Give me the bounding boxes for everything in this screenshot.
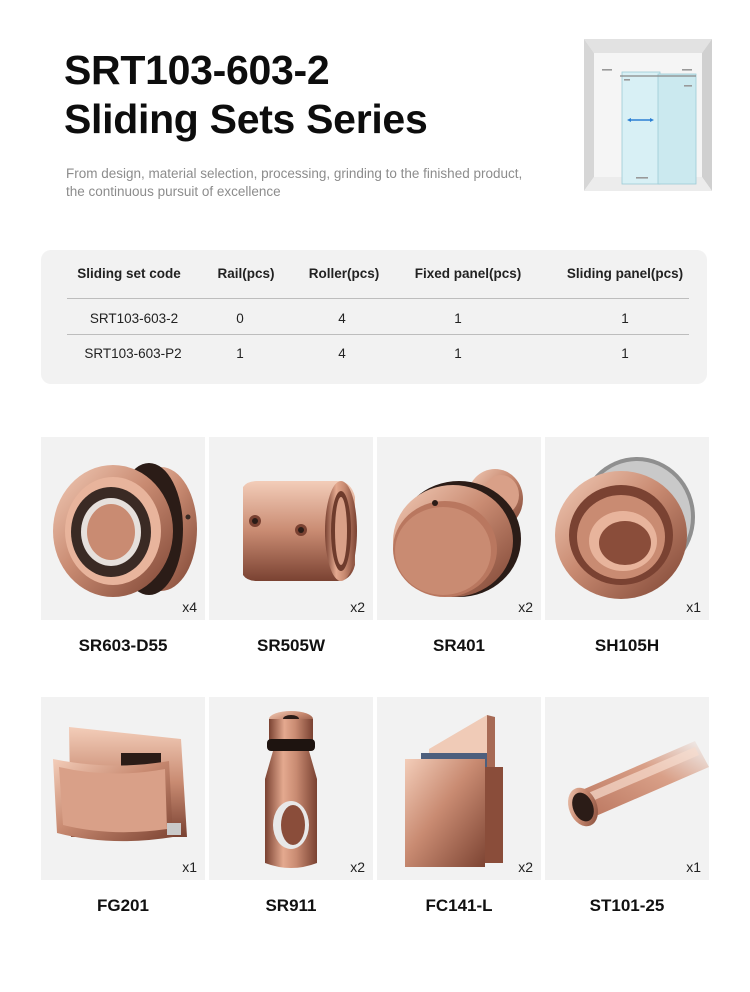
- quantity-badge: x2: [518, 599, 533, 615]
- product-name: FG201: [97, 896, 149, 915]
- table-cell: 4: [338, 346, 346, 361]
- product-name: FC141-L: [425, 896, 493, 915]
- table-cell: SRT103-603-P2: [84, 346, 182, 361]
- sliding-set-table: [41, 250, 707, 384]
- product-name: SR911: [265, 896, 317, 915]
- table-divider: [67, 298, 689, 299]
- product-card-sr911[interactable]: [209, 697, 373, 880]
- product-name: SR505W: [256, 636, 326, 655]
- quantity-badge: x2: [350, 859, 365, 875]
- table-cell: SRT103-603-2: [89, 311, 179, 326]
- product-name: SH105H: [594, 636, 660, 655]
- product-card-st101-25[interactable]: [545, 697, 709, 880]
- table-cell: 1: [454, 346, 462, 361]
- quantity-badge: x2: [350, 599, 365, 615]
- floor-guide-icon: [41, 697, 205, 880]
- subtitle-line-1: From design, material selection, processing, grinding to the finished product,: [66, 166, 523, 181]
- roller-wheel-icon: [41, 437, 205, 620]
- quantity-badge: x4: [182, 599, 197, 615]
- subtitle: [66, 165, 566, 201]
- table-header-sliding-panel: Sliding panel(pcs): [566, 266, 684, 281]
- page-title: [64, 46, 427, 144]
- product-card-sr401[interactable]: [377, 437, 541, 620]
- product-card-sr505w[interactable]: [209, 437, 373, 620]
- table-cell: 0: [236, 311, 244, 326]
- quantity-badge: x1: [686, 599, 701, 615]
- product-card-fc141-l[interactable]: [377, 697, 541, 880]
- quantity-badge: x1: [686, 859, 701, 875]
- quantity-badge: x1: [182, 859, 197, 875]
- product-card-fg201[interactable]: [41, 697, 205, 880]
- table-cell: 1: [454, 311, 462, 326]
- table-cell: 1: [621, 346, 629, 361]
- table-header-roller: Roller(pcs): [308, 266, 380, 281]
- product-name: ST101-25: [589, 896, 665, 915]
- ring-handle-icon: [545, 437, 709, 620]
- cylinder-connector-icon: [209, 437, 373, 620]
- title-line-code: SRT103-603-2: [64, 47, 330, 93]
- table-cell: 1: [621, 311, 629, 326]
- shower-enclosure-diagram: [584, 39, 712, 191]
- product-name: SR603-D55: [78, 636, 168, 655]
- product-card-sr603-d55[interactable]: [41, 437, 205, 620]
- product-card-sh105h[interactable]: [545, 437, 709, 620]
- table-cell: 4: [338, 311, 346, 326]
- title-line-series: Sliding Sets Series: [64, 96, 428, 142]
- table-header-code: Sliding set code: [77, 266, 181, 281]
- glass-clamp-icon: [377, 697, 541, 880]
- table-divider: [67, 334, 689, 335]
- table-cell: 1: [236, 346, 244, 361]
- tube-rail-icon: [545, 697, 709, 880]
- round-clamp-icon: [377, 437, 541, 620]
- table-header-fixed-panel: Fixed panel(pcs): [414, 266, 522, 281]
- subtitle-line-2: the continuous pursuit of excellence: [66, 184, 281, 199]
- product-name: SR401: [433, 636, 485, 655]
- quantity-badge: x2: [518, 859, 533, 875]
- rod-end-icon: [209, 697, 373, 880]
- table-header-rail: Rail(pcs): [217, 266, 275, 281]
